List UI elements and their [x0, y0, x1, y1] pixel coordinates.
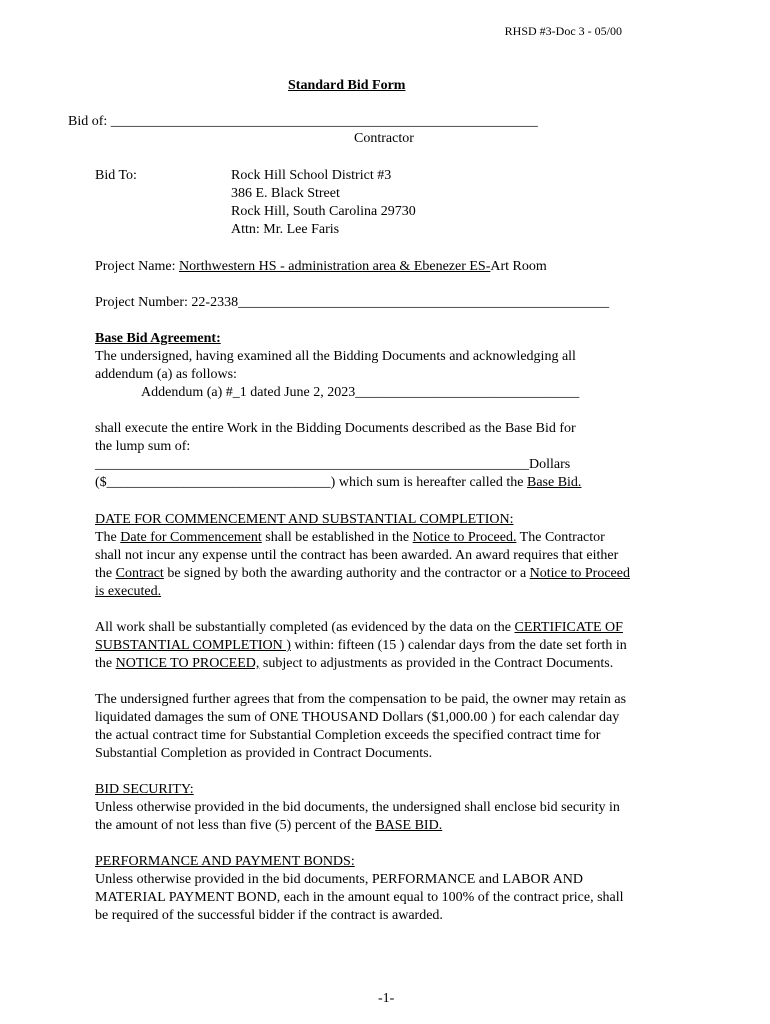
- damages-text: the actual contract time for Substantial Completion exceeds the specified contract time for: [95, 728, 601, 743]
- certificate-term: SUBSTANTIAL COMPLETION ): [95, 638, 291, 653]
- project-name-row: [95, 258, 547, 276]
- bid-security-text: [95, 817, 442, 835]
- bonds-heading: PERFORMANCE AND PAYMENT BONDS:: [95, 854, 355, 869]
- base-bid-text: The undersigned, having examined all the Bidding Documents and acknowledging all: [95, 349, 576, 364]
- project-number-blank[interactable]: _____________________________________________________: [238, 295, 610, 310]
- project-number-label: Project Number: 22-2338: [95, 295, 239, 310]
- notice-to-proceed-term: Notice to Proceed.: [412, 530, 517, 545]
- text-fragment: the amount of not less than five (5) percent of the: [95, 818, 376, 833]
- project-name-label: Project Name:: [95, 259, 179, 274]
- page-number: -1-: [378, 991, 395, 1006]
- text-fragment: subject to adjustments as provided in the Contract Documents.: [259, 656, 614, 671]
- bid-to-line: Rock Hill School District #3: [231, 168, 392, 183]
- notice-to-proceed-term: NOTICE TO PROCEED,: [115, 656, 260, 671]
- base-bid-term: Base Bid.: [526, 475, 582, 490]
- text-fragment: the: [95, 566, 116, 581]
- base-bid-text: the lump sum of:: [95, 439, 191, 454]
- page-title: Standard Bid Form: [288, 78, 406, 93]
- base-bid-heading: Base Bid Agreement:: [95, 331, 221, 346]
- completion-text: [95, 619, 623, 637]
- dollars-blank[interactable]: ______________________________________________________________: [95, 457, 529, 472]
- bid-to-line: 386 E. Black Street: [231, 186, 340, 201]
- bid-of-row: [68, 113, 538, 131]
- commencement-text: is executed.: [95, 584, 162, 599]
- base-bid-text: addendum (a) as follows:: [95, 367, 237, 382]
- notice-to-proceed-term: Notice to Proceed: [529, 566, 630, 581]
- amount-open: ($: [95, 475, 107, 490]
- document-reference: RHSD #3-Doc 3 - 05/00: [504, 24, 622, 38]
- project-name-value: Northwestern HS - administration area & Ebenezer ES-: [178, 259, 491, 274]
- project-name-value-rest: Art Room: [490, 259, 547, 274]
- base-bid-text: shall execute the entire Work in the Bidding Documents described as the Base Bid for: [95, 421, 576, 436]
- bid-to-label: Bid To:: [95, 168, 137, 183]
- bid-of-label: Bid of:: [68, 114, 111, 129]
- certificate-term: CERTIFICATE OF: [514, 620, 623, 635]
- date-for-commencement-term: Date for Commencement: [120, 530, 262, 545]
- damages-text: Substantial Completion as provided in Contract Documents.: [95, 746, 433, 761]
- addendum-blank[interactable]: ________________________________: [355, 385, 580, 400]
- text-fragment: The Contractor: [516, 530, 605, 545]
- commencement-heading: DATE FOR COMMENCEMENT AND SUBSTANTIAL COMPLETION:: [95, 512, 514, 527]
- bid-security-heading: BID SECURITY:: [95, 782, 194, 797]
- commencement-text: [95, 529, 605, 547]
- bid-to-line: Attn: Mr. Lee Faris: [231, 222, 340, 237]
- commencement-text: shall not incur any expense until the contract has been awarded. An award requires that either: [95, 548, 619, 563]
- text-fragment: All work shall be substantially completed (as evidenced by the data on the: [95, 620, 515, 635]
- amount-blank[interactable]: ________________________________: [106, 475, 331, 490]
- bonds-text: be required of the successful bidder if the contract is awarded.: [95, 908, 443, 923]
- damages-text: liquidated damages the sum of ONE THOUSAND Dollars ($1,000.00 ) for each calendar day: [95, 710, 620, 725]
- text-fragment: shall be established in the: [261, 530, 413, 545]
- text-fragment: within: fifteen (15 ) calendar days from the date set forth in: [290, 638, 627, 653]
- project-number-row: [95, 294, 609, 312]
- base-bid-term: BASE BID.: [375, 818, 443, 833]
- text-fragment: The: [95, 530, 121, 545]
- contractor-caption: Contractor: [354, 131, 414, 146]
- text-fragment: be signed by both the awarding authority and the contractor or a: [163, 566, 530, 581]
- text-fragment: the: [95, 656, 116, 671]
- completion-text: [95, 655, 613, 673]
- addendum-text: Addendum (a) #_1 dated June 2, 2023: [141, 385, 356, 400]
- bonds-text: MATERIAL PAYMENT BOND, each in the amount equal to 100% of the contract price, shall: [95, 890, 624, 905]
- bid-security-text: Unless otherwise provided in the bid documents, the undersigned shall enclose bid security in: [95, 800, 620, 815]
- commencement-text: [95, 565, 630, 583]
- amount-close: ) which sum is hereafter called the: [330, 475, 527, 490]
- bid-to-line: Rock Hill, South Carolina 29730: [231, 204, 416, 219]
- damages-text: The undersigned further agrees that from the compensation to be paid, the owner may retain as: [95, 692, 627, 707]
- dollars-row: [95, 456, 570, 474]
- bid-of-blank[interactable]: _____________________________________________________________: [110, 114, 538, 129]
- addendum-row: [141, 384, 579, 402]
- contract-term: Contract: [115, 566, 164, 581]
- completion-text: [95, 637, 627, 655]
- bonds-text: Unless otherwise provided in the bid documents, PERFORMANCE and LABOR AND: [95, 872, 584, 887]
- amount-row: [95, 474, 581, 492]
- dollars-label: Dollars: [529, 457, 571, 472]
